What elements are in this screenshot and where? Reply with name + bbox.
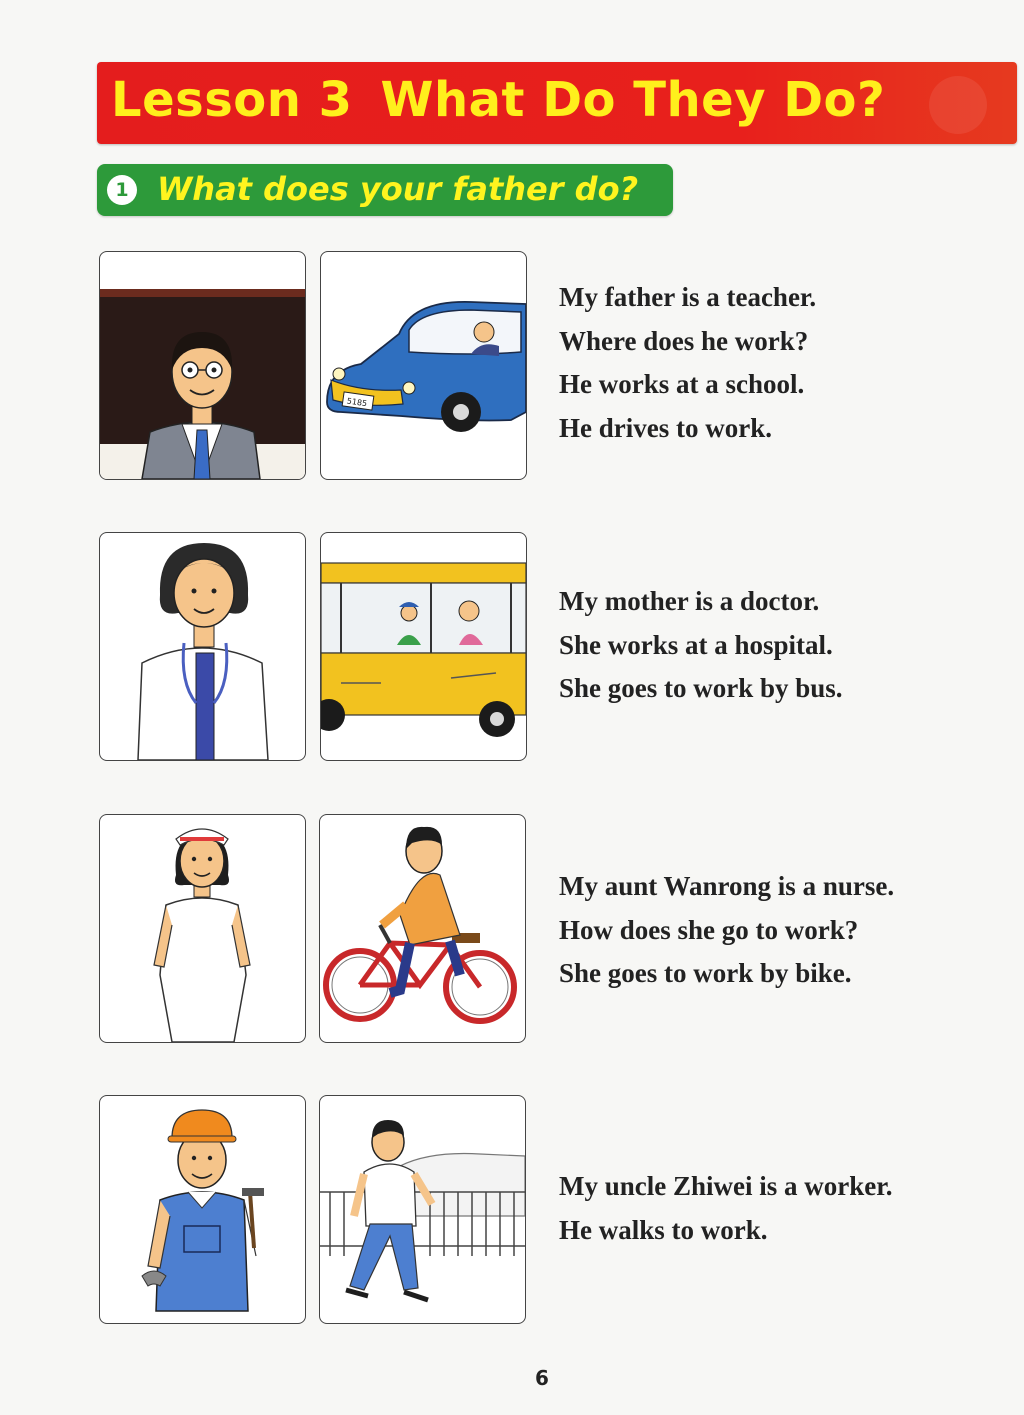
lesson-number: Lesson 3 <box>111 72 353 128</box>
lesson-title <box>111 72 885 128</box>
teacher-text-block <box>559 276 816 450</box>
text-line: How does she go to work? <box>559 914 859 945</box>
teacher-illustration <box>99 251 306 480</box>
section-number-badge: 1 <box>107 175 137 205</box>
car-illustration <box>320 251 527 480</box>
worker-text-block <box>559 1165 893 1252</box>
nurse-illustration <box>99 814 306 1043</box>
text-line: My father is a teacher. <box>559 282 817 312</box>
doctor-illustration <box>99 532 306 761</box>
bicycle-illustration <box>319 814 526 1043</box>
doctor-text-block <box>559 580 843 711</box>
section-header-bar <box>97 164 673 216</box>
walking-man-illustration <box>319 1095 526 1324</box>
page-number: 6 <box>535 1366 549 1390</box>
title-decoration-circle <box>929 76 987 134</box>
text-line: My mother is a doctor. <box>559 586 820 616</box>
text-line: He works at a school. <box>559 369 805 399</box>
lesson-heading: What Do They Do? <box>380 72 886 128</box>
bus-illustration <box>320 532 527 761</box>
lesson-title-bar <box>97 62 1017 144</box>
text-line: He drives to work. <box>559 412 772 443</box>
text-line: She works at a hospital. <box>559 629 833 660</box>
text-line: She goes to work by bike. <box>559 958 852 988</box>
text-line: He walks to work. <box>559 1214 768 1245</box>
text-line: Where does he work? <box>559 325 809 356</box>
text-line: She goes to work by bus. <box>559 673 843 703</box>
text-line: My uncle Zhiwei is a worker. <box>559 1171 893 1201</box>
nurse-text-block <box>559 865 894 996</box>
section-heading: What does your father do? <box>157 170 639 208</box>
text-line: My aunt Wanrong is a nurse. <box>559 871 895 901</box>
license-plate: 5185 <box>346 396 368 409</box>
worker-illustration <box>99 1095 306 1324</box>
